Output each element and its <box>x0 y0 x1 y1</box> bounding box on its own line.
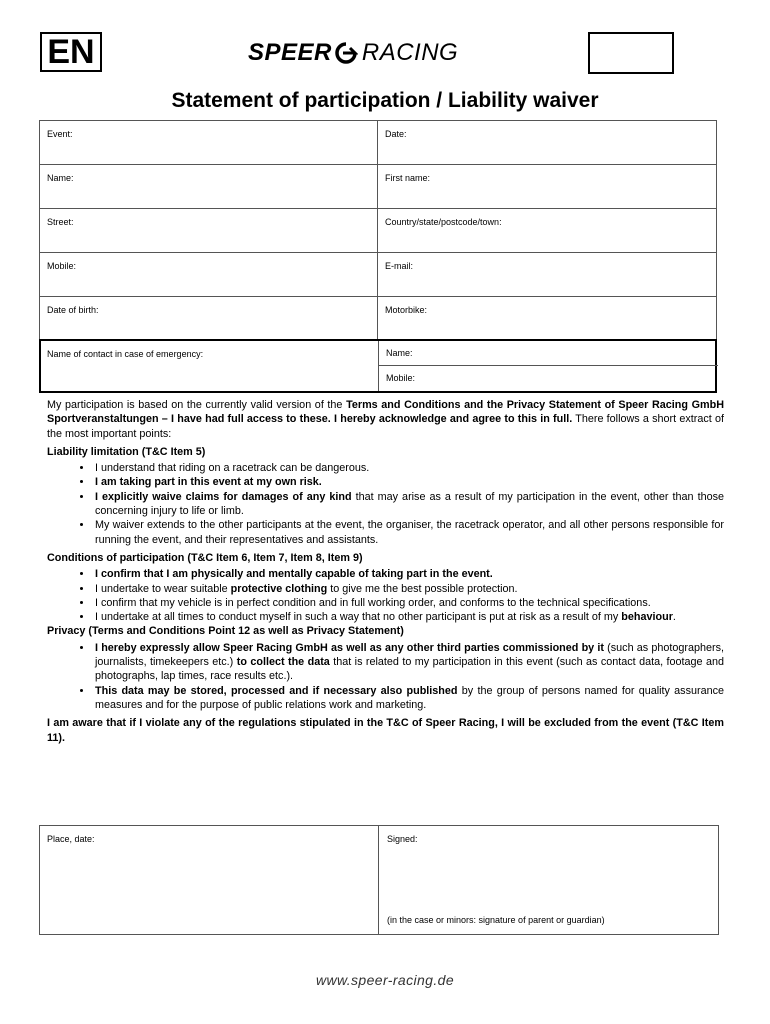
date-of-birth-field[interactable]: Date of birth: <box>40 297 378 341</box>
emergency-contact-fields <box>378 341 718 391</box>
form-row <box>40 165 717 209</box>
intro-text-a: My participation is based on the currently valid version of the <box>47 399 347 411</box>
privacy-list <box>47 641 724 712</box>
emergency-name-field[interactable]: Name: <box>379 341 718 366</box>
item-text: that may arise as a result of my participation in the event, other than those concerning injury to life or limb. <box>95 490 724 518</box>
intro-text-bold: Terms and Conditions and the Privacy Statement of Speer Racing GmbH Sportveranstaltungen – I have had full access to these. I hereby acknowledge and agree to this in full. <box>47 399 725 426</box>
emergency-contact-label: Name of contact in case of emergency: <box>47 349 204 359</box>
form-row <box>40 297 717 341</box>
signed-field[interactable]: Signed: <box>387 834 418 844</box>
item-text: I undertake to wear suitable <box>95 582 231 595</box>
list-item <box>93 567 724 581</box>
footer-url: www.speer-racing.de <box>315 972 455 988</box>
intro-paragraph <box>47 398 724 441</box>
minor-signature-note: (in the case or minors: signature of parent or guardian) <box>387 915 605 925</box>
signature-section <box>39 825 719 935</box>
item-text: by the group of persons named for quality assurance measures and for the purpose of public relations work and marketing. <box>95 684 724 711</box>
privacy-heading: Privacy (Terms and Conditions Point 12 as well as Privacy Statement) <box>47 625 404 638</box>
bold-text: behaviour <box>621 611 673 624</box>
liability-heading: Liability limitation (T&C Item 5) <box>47 445 206 458</box>
item-text: (such as photographers, journalists, timekeepers etc.) <box>95 641 725 669</box>
list-item <box>93 490 724 519</box>
liability-list <box>47 461 724 547</box>
logo-racing-text: RACING <box>361 39 459 66</box>
participant-form <box>39 120 717 341</box>
bold-text: to collect the data <box>236 656 330 669</box>
closing-text: I am aware that if I violate any of the regulations stipulated in the T&C of Speer Racing, I will be excluded from the event (T&C Item 11). <box>47 717 724 744</box>
country-field[interactable]: Country/state/postcode/town: <box>378 209 717 253</box>
form-row <box>40 209 717 253</box>
speer-racing-logo <box>248 36 458 70</box>
list-item <box>93 684 724 713</box>
closing-statement <box>47 716 724 745</box>
street-field[interactable]: Street: <box>40 209 378 253</box>
bold-text: I explicitly waive claims for damages of any kind <box>95 490 352 503</box>
list-item <box>93 610 724 624</box>
item-text: . <box>672 611 676 624</box>
number-box[interactable] <box>588 32 674 74</box>
item-text: that is related to my participation in this event (such as contact data, footage and photographs, lap times, race results etc.). <box>95 656 724 683</box>
page-title: Statement of participation / Liability waiver <box>171 89 599 112</box>
participation-list <box>47 567 724 624</box>
logo-speer-text: SPEER <box>248 39 332 66</box>
bold-text: I confirm that I am physically and mentally capable of taking part in the event. <box>95 568 493 581</box>
emergency-mobile-field[interactable]: Mobile: <box>386 373 416 383</box>
event-field[interactable]: Event: <box>40 121 378 165</box>
logo-mark-icon <box>334 42 358 64</box>
participation-heading: Conditions of participation (T&C Item 6, Item 7, Item 8, Item 9) <box>47 551 363 564</box>
first-name-field[interactable]: First name: <box>378 165 717 209</box>
bold-text: I am taking part in this event at my own risk. <box>95 476 322 489</box>
item-text: I undertake at all times to conduct myself in such a way that no other participant is put at risk as a result of my <box>95 611 622 624</box>
bold-text: I hereby expressly allow Speer Racing GmbH as well as any other third parties commissioned by it <box>95 641 604 654</box>
intro-text-c: There follows a short extract of the most important points: <box>47 413 724 440</box>
list-item: • I confirm that my vehicle is in perfect condition and in full working order, and conforms to the technical specifications. <box>93 596 724 610</box>
motorbike-field[interactable]: Motorbike: <box>378 297 717 341</box>
waiver-text <box>47 398 724 745</box>
list-item <box>93 641 724 684</box>
list-item: • I understand that riding on a racetrack can be dangerous. <box>93 461 724 475</box>
bold-text: This data may be stored, processed and if necessary also published <box>95 684 458 697</box>
list-item: • My waiver extends to the other participants at the event, the organiser, the racetrack operator, and all other persons responsible for running the event, and their representatives and assistants. <box>93 518 724 547</box>
date-field[interactable]: Date: <box>378 121 717 165</box>
item-text: to give me the best possible protection. <box>327 582 518 595</box>
emergency-contact-section <box>39 339 717 393</box>
language-badge: EN <box>40 32 102 72</box>
divider <box>378 826 379 934</box>
form-row <box>40 253 717 297</box>
name-field[interactable]: Name: <box>40 165 378 209</box>
mobile-field[interactable]: Mobile: <box>40 253 378 297</box>
email-field[interactable]: E-mail: <box>378 253 717 297</box>
form-row <box>40 121 717 165</box>
list-item <box>93 582 724 596</box>
bold-text: protective clothing <box>230 582 328 595</box>
place-date-field[interactable]: Place, date: <box>47 834 95 844</box>
list-item <box>93 475 724 489</box>
